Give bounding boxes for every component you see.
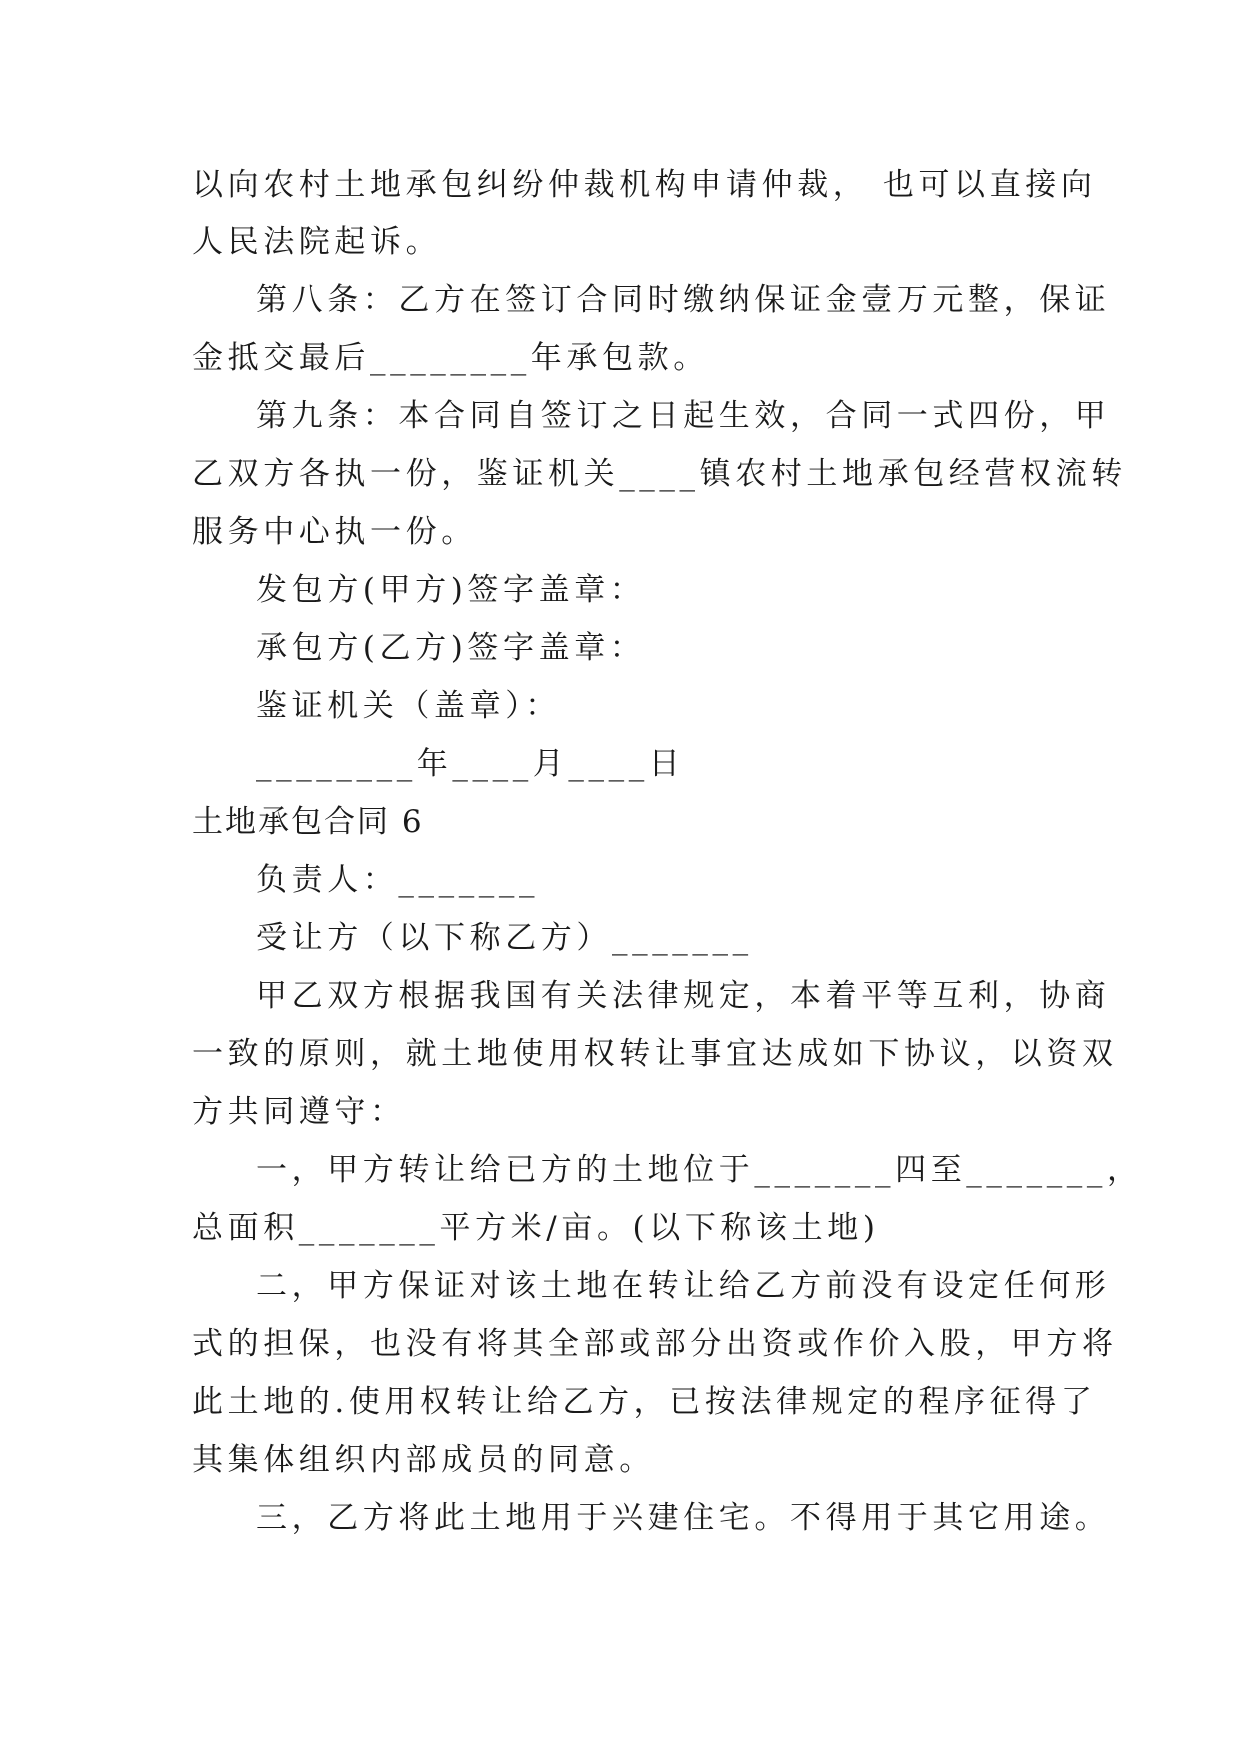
transferee-line: 受让方（以下称乙方）_______ [256, 920, 753, 956]
text-line: 以向农村土地承包纠纷仲裁机构申请仲裁， 也可以直接向 [192, 167, 1097, 203]
text-line: 此土地的.使用权转让给乙方，已按法律规定的程序征得了 [192, 1384, 1097, 1420]
notary-seal-line: 鉴证机关（盖章）： [256, 688, 561, 724]
text-line: 乙双方各执一份，鉴证机关____镇农村土地承包经营权流转 [192, 456, 1127, 492]
party-b-signature-line: 承包方(乙方)签字盖章： [256, 630, 646, 666]
text-line: 方共同遵守： [192, 1094, 406, 1130]
article-8-line: 第八条：乙方在签订合同时缴纳保证金壹万元整，保证 [256, 282, 1111, 318]
text-line: 一致的原则，就土地使用权转让事宜达成如下协议，以资双 [192, 1036, 1118, 1072]
section-title: 土地承包合同 6 [192, 804, 424, 840]
text-line: 人民法院起诉。 [192, 224, 442, 260]
text-line: 金抵交最后________年承包款。 [192, 340, 709, 376]
clause-3-line: 三，乙方将此土地用于兴建住宅。不得用于其它用途。 [256, 1500, 1111, 1536]
text-line: 甲乙双方根据我国有关法律规定，本着平等互利，协商 [256, 978, 1111, 1014]
text-line: 式的担保，也没有将其全部或部分出资或作价入股，甲方将 [192, 1326, 1118, 1362]
text-line: 服务中心执一份。 [192, 514, 477, 550]
responsible-person-line: 负责人：_______ [256, 862, 540, 898]
party-a-signature-line: 发包方(甲方)签字盖章： [256, 572, 646, 608]
article-9-line: 第九条：本合同自签订之日起生效，合同一式四份，甲 [256, 398, 1111, 434]
text-line: 其集体组织内部成员的同意。 [192, 1442, 655, 1478]
date-line: ________年____月____日 [256, 746, 685, 782]
text-line: 总面积_______平方米/亩。(以下称该土地) [192, 1210, 880, 1246]
clause-1-line: 一，甲方转让给已方的土地位于_______四至_______， [256, 1152, 1143, 1188]
clause-2-line: 二，甲方保证对该土地在转让给乙方前没有设定任何形 [256, 1268, 1111, 1304]
